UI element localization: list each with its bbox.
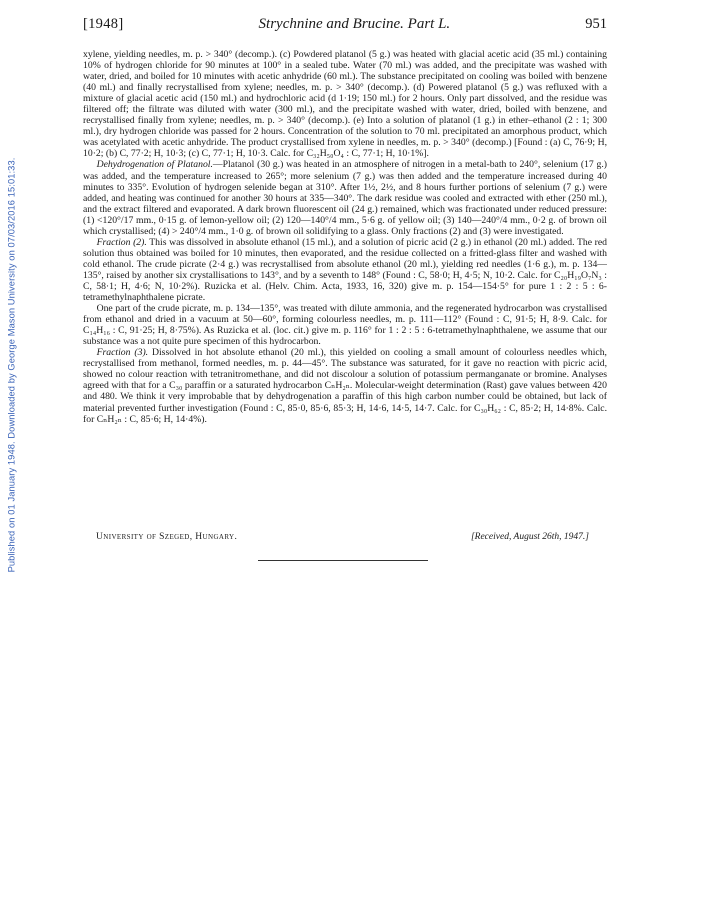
- institution: University of Szeged, Hungary.: [96, 532, 238, 542]
- paragraph-fraction-3: [83, 347, 607, 424]
- download-notice-margin: [3, 157, 19, 573]
- dehydrogenation-text: —Platanol (30 g.) was heated in an atmosphere of nitrogen in a metal-bath to 240°, selenium (17 g.) was added, and the temperature increased to 265°; more selenium (7 g.) was then added and the temperature increased during 40 minutes to 335°. Evolution of hydrogen selenide began at 310°. After 1½, 2½, and 8 hours further portions of selenium (7 g.) were added, and heating was continued for another 30 hours at 335—340°. The dark residue was cooled and extracted with ether (250 ml.), and the extract filtered and evaporated. A dark brown fluorescent oil (24 g.) remained, which was fractionated under reduced pressure: (1) <120°/17 mm., 0·15 g. of lemon-yellow oil; (2) 120—140°/4 mm., 5·6 g. of yellow oil; (3) 140—240°/4 mm., 0·2 g. of brown oil which crystallised; (4) > 240°/4 mm., 1·0 g. of brown oil solidifying to a glass. Only fractions (2) and (3) were investigated.: [83, 159, 608, 237]
- section-heading-fraction-2: Fraction (2).: [96, 236, 147, 248]
- article-body: [83, 49, 607, 425]
- paragraph-platanol-treatments: xylene, yielding needles, m. p. > 340° (decomp.). (c) Powdered platanol (5 g.) was heated with glacial acetic acid (35 ml.) containing 10% of hydrogen chloride for 90 minutes at 100° in a sealed tube. Water (70 ml.) was added, and the precipitate was washed with water, dried, and boiled for 10 minutes with acetic anhydride (60 ml.). The substance precipitated on cooling was boiled with benzene (40 ml.) and finally recrystallised from xylene; needles, m. p. > 340° (decomp.). (d) Powered platanol (5 g.) was refluxed with a mixture of glacial acetic acid (150 ml.) and hydrochloric acid (d 1·19; 150 ml.) for 2 hours. Only part dissolved, and the residue was filtered off; the filtrate was diluted with water (300 ml.), and the precipitate washed with water, dried, boiled with benzene, and recrystallised finally from xylene; needles, m. p. > 340° (decomp.). (e) Into a solution of platanol (1 g.) in ether–ethanol (2 : 1; 300 ml.), dry hydrogen chloride was passed for 2 hours. Concentration of the solution to 70 ml. precipitated an amorphous product, which was acetylated with acetic anhydride. The product crystallised from xylene in needles, m. p. > 340° (decomp.) [Found : (a) C, 76·9; H, 10·2; (b) C, 77·2; H, 10·3; (c) C, 77·1; H, 10·3. Calc. for C₃₂H₅₀O₄ : C, 77·1; H, 10·1%].: [83, 49, 607, 160]
- fraction-2-text: This was dissolved in absolute ethanol (15 ml.), and a solution of picric acid (2 g.) in ethanol (20 ml.) added. The red solution thus obtained was boiled for 10 minutes, then evaporated, and the residue collected on a fritted-glass filter and washed with cold ethanol. The crude picrate (2·4 g.) was recrystallised from absolute ethanol (20 ml.), yielding red needles (1·6 g.), m. p. 134—135°, raised by another six crystallisations to 143°, and by a seventh to 148° (Found : C, 58·0; H, 4·5; N, 10·2. Calc. for C₂₀H₁₉O₇N₃ : C, 58·1; H, 4·6; N, 10·2%). Ruzicka et al. (Helv. Chim. Acta, 1933, 16, 320) give m. p. 154—154·5° for pure 1 : 2 : 5 : 6-tetramethylnaphthalene picrate.: [83, 236, 607, 304]
- header-title: Strychnine and Brucine. Part L.: [258, 16, 451, 32]
- paragraph-dehydrogenation: [83, 159, 607, 236]
- section-heading-dehydrogenation: Dehydrogenation of Platanol.: [96, 159, 213, 171]
- paragraph-crude-picrate: One part of the crude picrate, m. p. 134—135°, was treated with dilute ammonia, and the regenerated hydrocarbon was crystallised from ethanol and dried in a vacuum at 50—60°, forming colourless needles, m. p. 111—112° (Found : C, 91·5; H, 8·9. Calc. for C₁₄H₁₆ : C, 91·25; H, 8·75%). As Ruzicka et al. (loc. cit.) give m. p. 116° for 1 : 2 : 5 : 6-tetramethylnaphthalene, we assume that our substance was a not quite pure specimen of this hydrocarbon.: [83, 303, 607, 348]
- header-year: [1948]: [83, 16, 124, 32]
- received-date: [Received, August 26th, 1947.]: [470, 532, 589, 542]
- fraction-3-text: Dissolved in hot absolute ethanol (20 ml.), this yielded on cooling a small amount of colourless needles which, recrystallised from methanol, formed needles, m. p. 44—45°. The substance was saturated, for it gave no reaction with picric acid, showed no colour reaction with tetranitromethane, and did not discolour a solution of potassium permanganate or bromine. Analyses agreed with that for a C₃₀ paraffin or a saturated hydrocarbon CₙH₂ₙ. Molecular-weight determination (Rast) gave values between 420 and 480. We think it very improbable that by dehydrogenation a paraffin of this high carbon number could be obtained, but lack of material prevented further investigation (Found : C, 85·0, 85·6, 85·3; H, 14·6, 14·5, 14·7. Calc. for C₃₀H₆₂ : C, 85·2; H, 14·8%. Calc. for CₙH₂ₙ : C, 85·6; H, 14·4%).: [83, 347, 607, 425]
- section-heading-fraction-3: Fraction (3).: [96, 347, 149, 359]
- header-page-number: 951: [585, 16, 607, 32]
- end-rule: [258, 560, 428, 561]
- page-header: [83, 16, 607, 38]
- download-notice: Published on 01 January 1948. Downloaded by George Mason University on 07/03/2016 15:01:33.: [6, 157, 17, 573]
- paragraph-fraction-2: [83, 237, 607, 303]
- article-footer: [96, 532, 589, 542]
